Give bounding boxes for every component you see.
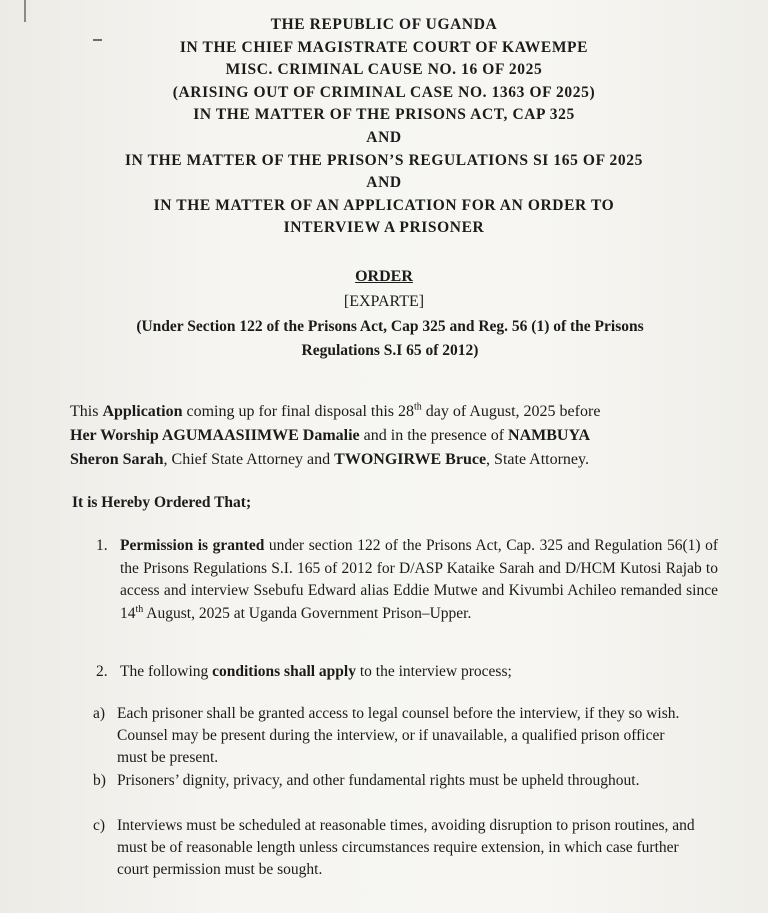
ordinal-suffix: th [414,401,422,413]
item-body: to the interview process; [355,663,512,680]
legal-basis [60,315,720,363]
heading-matter-prisons-act: IN THE MATTER OF THE PRISONS ACT, CAP 325 [193,106,575,124]
hereby-ordered: It is Hereby Ordered That; [72,494,252,511]
item-number: 2. [96,663,108,680]
legal-basis-line-1: (Under Section 122 of the Prisons Act, Cap 325 and Reg. 56 (1) of the Prisons [136,318,644,335]
intro-text: This [70,403,103,420]
magistrate-name: Her Worship AGUMAASIIMWE Damalie [70,427,360,444]
condition-letter: c) [93,817,106,834]
condition-letter: a) [93,705,106,722]
permission-granted: Permission is granted [120,537,265,554]
intro-text: , Chief State Attorney and [163,451,335,468]
item-text [120,661,718,684]
heading-republic: THE REPUBLIC OF UGANDA [270,16,498,33]
exparte-label: [EXPARTE] [343,293,425,310]
heading-and-1: AND [366,128,402,146]
conditions-apply: conditions shall apply [212,663,356,680]
case-heading [0,14,768,240]
attorney-given-names: Sheron Sarah [70,451,164,468]
item-body: The following [120,663,213,680]
application-word: Application [102,403,183,420]
intro-text: coming up for final disposal this 28 [182,403,414,420]
intro-text: and in the presence of [359,427,509,444]
item-number: 1. [96,537,108,554]
condition-text: Interviews must be scheduled at reasonable times, avoiding disruption to prison routines, and must be of reasonable length unless circumstances require extension, in which case further court permission must be sought. [117,817,695,878]
intro-text: day of August, 2025 before [421,403,601,420]
attorney-surname: NAMBUYA [508,427,591,444]
condition-letter: b) [93,772,106,789]
state-attorney-name: TWONGIRWE Bruce [334,451,487,468]
heading-cause-number: MISC. CRIMINAL CAUSE NO. 16 OF 2025 [225,61,543,79]
item-text [120,535,718,625]
heading-arising-from: (ARISING OUT OF CRIMINAL CASE NO. 1363 OF 2025) [172,83,596,101]
heading-interview-prisoner: INTERVIEW A PRISONER [283,219,485,237]
heading-matter-regulations: IN THE MATTER OF THE PRISON’S REGULATIONS SI 165 OF 2025 [125,151,643,169]
ordinal-suffix: th [135,603,144,615]
heading-and-2: AND [366,174,402,192]
intro-text: , State Attorney. [486,451,589,468]
item-body: August, 2025 at Uganda Government Prison–Upper. [143,604,472,622]
heading-court: IN THE CHIEF MAGISTRATE COURT OF KAWEMPE [179,38,589,56]
order-title: ORDER [355,268,413,285]
intro-paragraph [70,400,725,472]
heading-matter-application: IN THE MATTER OF AN APPLICATION FOR AN ORDER TO [153,196,615,214]
legal-basis-line-2: Regulations S.I 65 of 2012) [301,342,479,359]
condition-text: Each prisoner shall be granted access to legal counsel before the interview, if they so wish. Counsel may be present during the interview, or if unavailable, a qualified prison officer must be present. [117,705,680,766]
item-body: under section 122 of the Prisons Act, Cap. 325 and Regulation 56(1) of the Prisons Regulations S.I. 165 of 2012 for D/ASP Kataike Sarah and D/HCM Kutosi Rajab to access and interview Ssebufu Edward alias Eddie Mutwe and Kivumbi Achileo remanded since 14 [120,537,719,622]
condition-text: Prisoners’ dignity, privacy, and other fundamental rights must be upheld throughout. [117,772,640,789]
